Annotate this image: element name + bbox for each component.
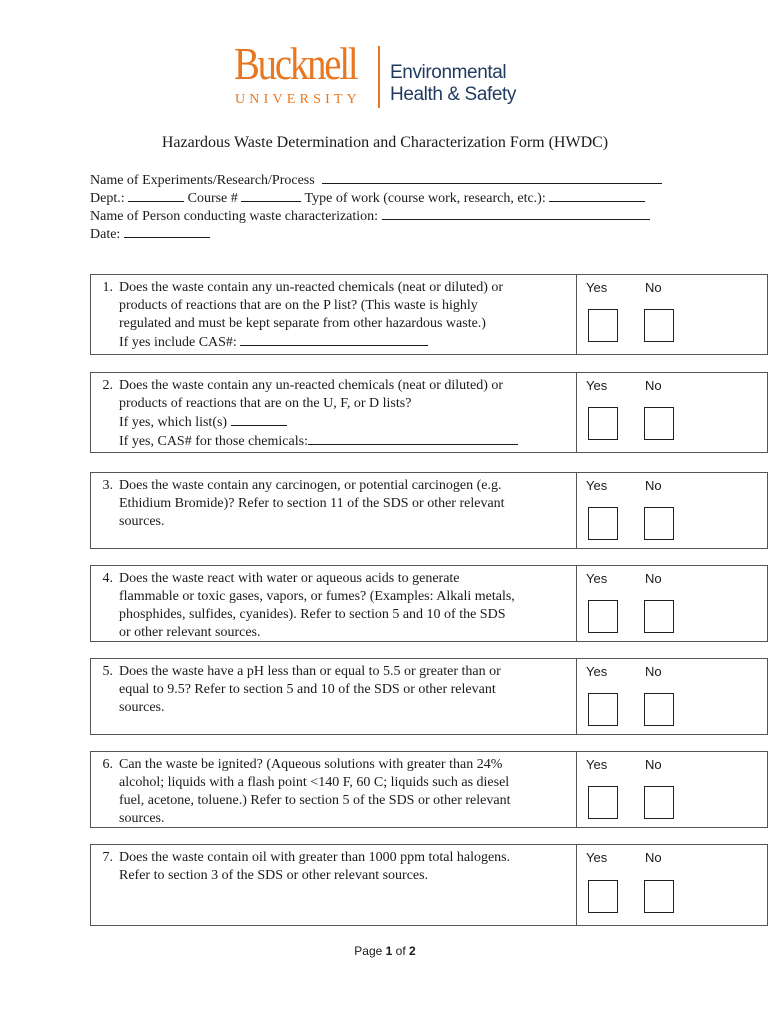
total-pages: 2	[409, 944, 416, 958]
question-divider	[576, 373, 577, 452]
question-line: Ethidium Bromide)? Refer to section 11 of the SDS or other relevant	[119, 496, 505, 511]
list-row	[119, 413, 559, 432]
question-divider	[576, 752, 577, 827]
question-line: flammable or toxic gases, vapors, or fumes? (Examples: Alkali metals,	[119, 589, 515, 604]
yes-label: Yes	[586, 478, 608, 493]
question-number: 5.	[102, 664, 113, 679]
yes-label: Yes	[586, 664, 608, 679]
of-word: of	[395, 944, 406, 958]
no-checkbox[interactable]	[644, 600, 674, 633]
question-text	[102, 756, 559, 828]
dept-row	[90, 189, 645, 207]
yes-label: Yes	[586, 280, 608, 295]
question-divider	[576, 275, 577, 354]
yes-label: Yes	[586, 850, 608, 865]
question-2	[90, 372, 768, 453]
course-field[interactable]	[241, 189, 301, 202]
question-divider	[576, 659, 577, 734]
question-text	[102, 663, 559, 717]
question-line: Refer to section 3 of the SDS or other relevant sources.	[119, 868, 429, 883]
cas-label: If yes, CAS# for those chemicals:	[119, 434, 308, 449]
page-number	[0, 944, 770, 958]
experiment-row	[90, 171, 662, 189]
cas-field[interactable]	[240, 333, 428, 346]
question-line: Can the waste be ignited? (Aqueous solutions with greater than 24%	[119, 757, 503, 772]
question-line: Does the waste contain any carcinogen, or potential carcinogen (e.g.	[119, 478, 502, 493]
experiment-field[interactable]	[322, 171, 662, 184]
cas-row	[119, 432, 559, 451]
list-field[interactable]	[231, 413, 287, 426]
question-number: 7.	[102, 850, 113, 865]
yes-checkbox[interactable]	[588, 880, 618, 913]
question-text	[102, 477, 559, 531]
yes-checkbox[interactable]	[588, 600, 618, 633]
yes-checkbox[interactable]	[588, 407, 618, 440]
yes-checkbox[interactable]	[588, 786, 618, 819]
question-line: Does the waste contain any un-reacted chemicals (neat or diluted) or	[119, 280, 504, 295]
dept-label: Dept.:	[90, 191, 125, 206]
yes-checkbox[interactable]	[588, 309, 618, 342]
question-line: alcohol; liquids with a flash point <140 F, 60 C; liquids such as diesel	[119, 775, 510, 790]
question-3	[90, 472, 768, 549]
question-number: 2.	[102, 378, 113, 393]
form-title: Hazardous Waste Determination and Characterization Form (HWDC)	[161, 134, 609, 151]
question-line: sources.	[119, 700, 165, 715]
question-text	[102, 849, 559, 885]
no-label: No	[645, 571, 662, 586]
question-line: phosphides, sulfides, cyanides). Refer to section 5 and 10 of the SDS	[119, 607, 506, 622]
no-checkbox[interactable]	[644, 880, 674, 913]
logo-dept-line2: Health & Safety	[390, 84, 517, 105]
date-row	[90, 225, 210, 243]
question-line: Does the waste contain oil with greater than 1000 ppm total halogens.	[119, 850, 511, 865]
question-4	[90, 565, 768, 642]
no-label: No	[645, 280, 662, 295]
person-field[interactable]	[382, 207, 650, 220]
dept-field[interactable]	[128, 189, 184, 202]
question-line: products of reactions that are on the P list? (This waste is highly	[119, 298, 478, 313]
logo-subtitle: UNIVERSITY	[235, 92, 361, 107]
question-line: Does the waste react with water or aqueous acids to generate	[119, 571, 460, 586]
course-label: Course #	[187, 191, 238, 206]
no-checkbox[interactable]	[644, 507, 674, 540]
yes-label: Yes	[586, 757, 608, 772]
no-checkbox[interactable]	[644, 407, 674, 440]
person-label: Name of Person conducting waste characterization:	[90, 209, 379, 224]
question-number: 6.	[102, 757, 113, 772]
question-line: products of reactions that are on the U, F, or D lists?	[119, 396, 412, 411]
question-text	[102, 570, 559, 642]
no-checkbox[interactable]	[644, 693, 674, 726]
date-label: Date:	[90, 227, 121, 242]
question-number: 4.	[102, 571, 113, 586]
yes-label: Yes	[586, 378, 608, 393]
question-line: Does the waste have a pH less than or equal to 5.5 or greater than or	[119, 664, 501, 679]
question-7	[90, 844, 768, 926]
logo-department	[390, 62, 516, 106]
no-checkbox[interactable]	[644, 309, 674, 342]
logo-dept-line1: Environmental	[390, 62, 507, 83]
yes-label: Yes	[586, 571, 608, 586]
question-line: fuel, acetone, toluene.) Refer to section 5 of the SDS or other relevant	[119, 793, 511, 808]
question-line: sources.	[119, 811, 165, 826]
question-5	[90, 658, 768, 735]
page-word: Page	[354, 944, 383, 958]
no-label: No	[645, 378, 662, 393]
experiment-label: Name of Experiments/Research/Process	[90, 173, 315, 188]
no-label: No	[645, 478, 662, 493]
cas-label: If yes include CAS#:	[119, 335, 237, 350]
work-type-field[interactable]	[549, 189, 645, 202]
question-line: equal to 9.5? Refer to section 5 and 10 of the SDS or other relevant	[119, 682, 496, 697]
question-divider	[576, 845, 577, 925]
list-label: If yes, which list(s)	[119, 415, 228, 430]
no-checkbox[interactable]	[644, 786, 674, 819]
cas-row	[119, 333, 559, 352]
no-label: No	[645, 664, 662, 679]
question-1	[90, 274, 768, 355]
question-line: Does the waste contain any un-reacted chemicals (neat or diluted) or	[119, 378, 504, 393]
question-number: 3.	[102, 478, 113, 493]
no-label: No	[645, 850, 662, 865]
logo-divider	[378, 46, 380, 108]
question-text	[102, 279, 559, 352]
question-line: sources.	[119, 514, 165, 529]
person-row	[90, 207, 650, 225]
yes-checkbox[interactable]	[588, 693, 618, 726]
question-divider	[576, 566, 577, 641]
question-line: regulated and must be kept separate from other hazardous waste.)	[119, 316, 486, 331]
work-type-label: Type of work (course work, research, etc.):	[304, 191, 546, 206]
date-field[interactable]	[124, 225, 210, 238]
question-number: 1.	[102, 280, 113, 295]
logo-wordmark: Bucknell	[234, 39, 357, 89]
question-text	[102, 377, 559, 451]
question-6	[90, 751, 768, 828]
cas-field[interactable]	[308, 432, 518, 445]
question-line: or other relevant sources.	[119, 625, 261, 640]
no-label: No	[645, 757, 662, 772]
yes-checkbox[interactable]	[588, 507, 618, 540]
question-divider	[576, 473, 577, 548]
current-page: 1	[385, 944, 393, 958]
